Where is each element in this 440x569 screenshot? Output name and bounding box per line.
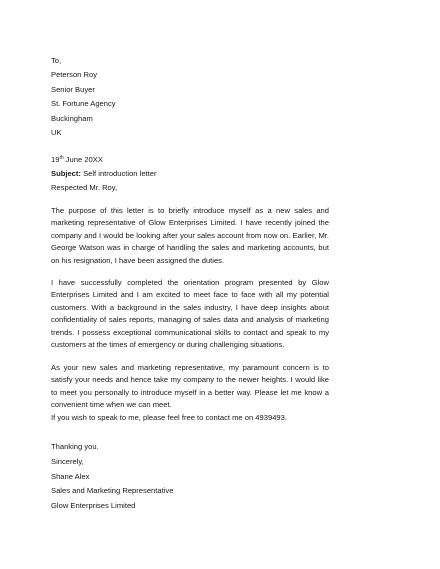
sender-title: Sales and Marketing Representative bbox=[51, 486, 174, 495]
recipient-company: St. Fortune Agency bbox=[51, 99, 116, 108]
subject-label: Subject: bbox=[51, 169, 81, 178]
recipient-country: UK bbox=[51, 128, 62, 137]
body-paragraph: I have successfully completed the orientation program presented by Glow Enterprises Limited and I am excited to meet face to face with all my potential customers. With a background in the sales industry, I have deep insights about confidentiality of sales reports, managing of sales data and analysis of marketing trends. I possess exceptional communicational skills to contact and speak to my customers at the times of emergency or during challenging situations. bbox=[51, 278, 329, 350]
closing-sign-off: Sincerely, bbox=[51, 457, 84, 466]
greeting: Respected Mr. Roy, bbox=[51, 183, 118, 192]
closing-thanks: Thanking you. bbox=[51, 442, 99, 451]
sender-name: Shane Alex bbox=[51, 472, 90, 481]
body-paragraph: As your new sales and marketing representative, my paramount concern is to satisfy your needs and hence take my company to the newer heights. I would like to meet you personally to introduce myself in a better way. Please let me know a convenient time when we can meet. bbox=[51, 363, 329, 410]
body-paragraph: If you wish to speak to me, please feel free to contact me on 4939493. bbox=[51, 413, 287, 422]
body-paragraph: The purpose of this letter is to briefly introduce myself as a new sales and marketing representative of Glow Enterprises Limited. I have recently joined the company and I would be looking after your sales account from now on. Earlier, Mr. George Watson was in charge of handling the sales and marketing accounts, but on his resignation, I have been assigned the duties. bbox=[51, 206, 329, 265]
date-day: 19 bbox=[51, 155, 60, 164]
subject-line bbox=[51, 166, 157, 181]
to-line: To, bbox=[51, 56, 62, 65]
sender-company: Glow Enterprises Limited bbox=[51, 501, 136, 510]
recipient-title: Senior Buyer bbox=[51, 85, 95, 94]
subject-text: Self introduction letter bbox=[80, 169, 157, 178]
date-rest: June 20XX bbox=[63, 155, 103, 164]
recipient-name: Peterson Roy bbox=[51, 70, 98, 79]
letter-date bbox=[51, 152, 103, 167]
recipient-city: Buckingham bbox=[51, 114, 93, 123]
date-suffix: th bbox=[59, 155, 64, 161]
